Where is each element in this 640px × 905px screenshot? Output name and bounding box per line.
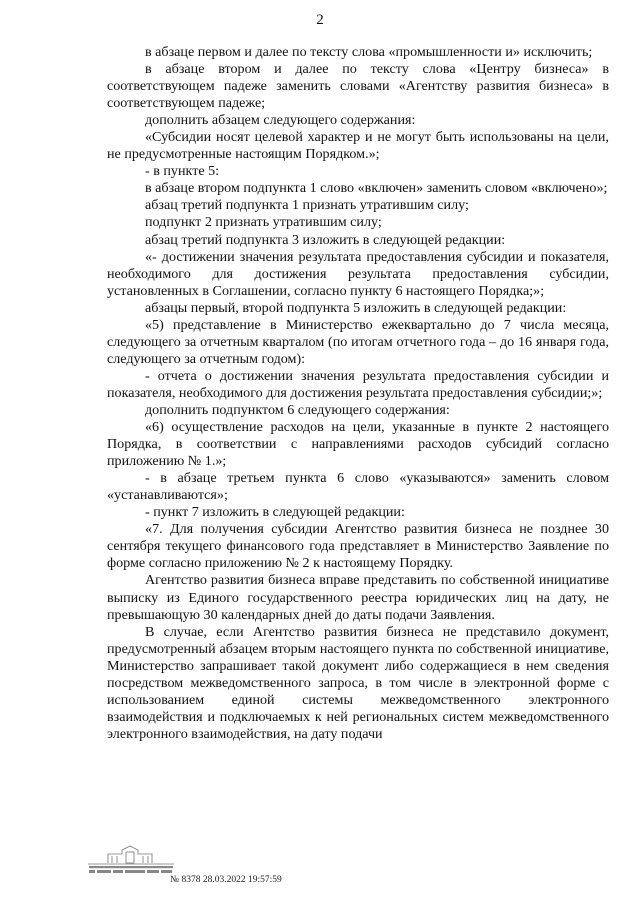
paragraph: «6) осуществление расходов на цели, указанные в пункте 2 настоящего Порядка, в соответствии с направлениями расходов субсидий согласно приложению № 1.»;: [107, 419, 609, 470]
paragraph: - отчета о достижении значения результата предоставления субсидии и показателя, необходимого для достижения результата предоставления субсидии;»;: [107, 367, 609, 401]
paragraph: - пункт 7 изложить в следующей редакции:: [145, 504, 405, 521]
paragraph: в абзаце втором и далее по тексту слова «Центру бизнеса» в соответствующем падеже заменить словами «Агентству развития бизнеса» в соответствующем падеже;: [107, 61, 609, 112]
page-number: 2: [316, 12, 324, 28]
paragraph: дополнить подпунктом 6 следующего содержания:: [145, 401, 450, 418]
paragraph: - в абзаце третьем пункта 6 слово «указываются» заменить словом «устанавливаются»;: [107, 470, 609, 504]
paragraph: абзац третий подпункта 1 признать утратившим силу;: [145, 197, 469, 214]
government-stamp-icon: [86, 843, 176, 877]
document-body: [107, 44, 609, 743]
paragraph: Агентство развития бизнеса вправе представить по собственной инициативе выписку из Единого государственного реестра юридических лиц на дату, не превышающую 30 календарных дней до даты подачи Заявления.: [107, 572, 609, 623]
paragraph: - в пункте 5:: [145, 163, 220, 180]
paragraph: в абзаце втором подпункта 1 слово «включен» заменить словом «включено»;: [145, 180, 608, 197]
paragraph: абзац третий подпункта 3 изложить в следующей редакции:: [145, 231, 506, 248]
paragraph: «- достижении значения результата предоставления субсидии и показателя, необходимого для достижения результата предоставления субсидии, установленных в Соглашении, согласно пункту 6 настоящего Порядка;»;: [107, 248, 609, 299]
document-registration-number: № 8378 28.03.2022 19:57:59: [170, 875, 282, 885]
footer: [86, 843, 386, 893]
paragraph: «Субсидии носят целевой характер и не могут быть использованы на цели, не предусмотренные настоящим Порядком.»;: [107, 129, 609, 163]
paragraph: «5) представление в Министерство ежеквартально до 7 числа месяца, следующего за отчетным кварталом (по итогам отчетного года – до 16 января года, следующего за отчетным годом):: [107, 316, 609, 367]
paragraph: дополнить абзацем следующего содержания:: [145, 112, 416, 129]
paragraph: В случае, если Агентство развития бизнеса не представило документ, предусмотренный абзацем вторым настоящего пункта по собственной инициативе, Министерство запрашивает такой документ либо содержащиеся в нем сведения посредством межведомственного запроса, в том числе в электронной форме с использованием единой системы межведомственного электронного взаимодействия и подключаемых к ней региональных систем межведомственного электронного взаимодействия, на дату подачи: [107, 623, 609, 742]
paragraph: абзацы первый, второй подпункта 5 изложить в следующей редакции:: [145, 299, 567, 316]
paragraph: «7. Для получения субсидии Агентство развития бизнеса не позднее 30 сентября текущего финансового года представляет в Министерство Заявление по форме согласно приложению № 2 к настоящему Порядку.: [107, 521, 609, 572]
paragraph: в абзаце первом и далее по тексту слова «промышленности и» исключить;: [145, 44, 593, 60]
paragraph: подпункт 2 признать утратившим силу;: [145, 214, 382, 231]
